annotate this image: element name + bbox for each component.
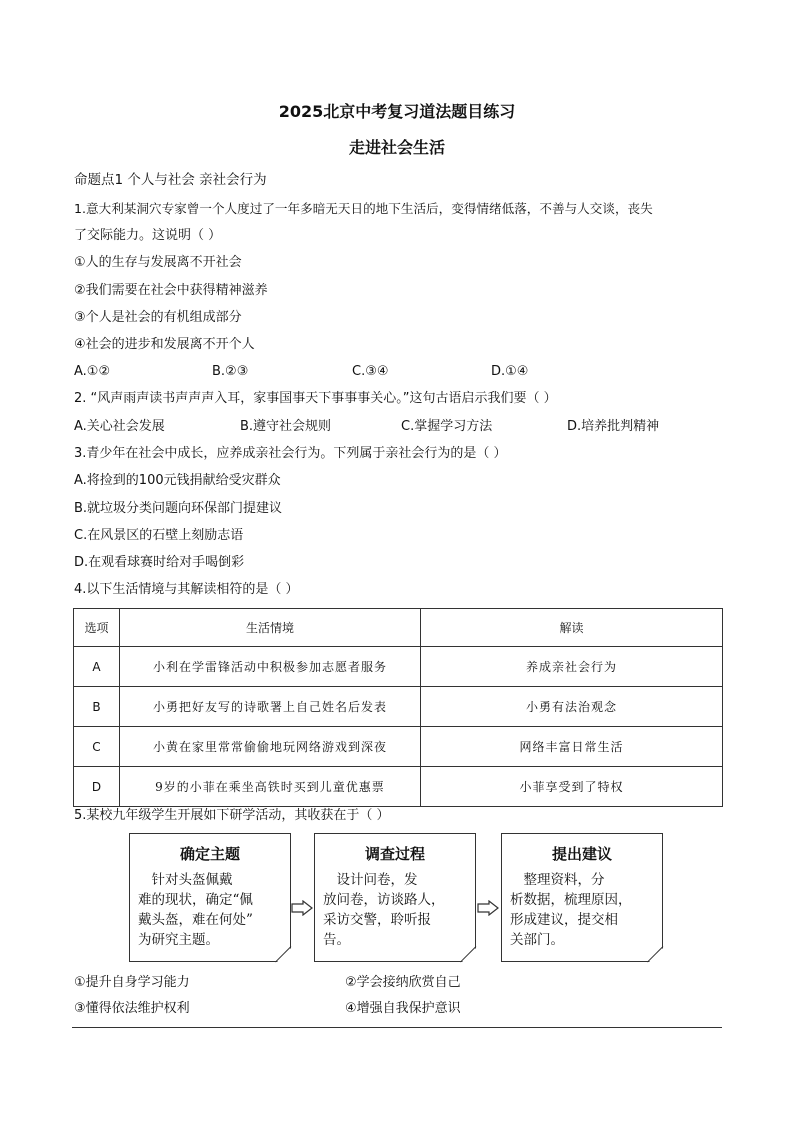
q3-option-d: D.在观看球赛时给对手喝倒彩 (74, 555, 245, 570)
q1-item-1: ①人的生存与发展离不开社会 (74, 255, 242, 270)
row-letter: A (74, 647, 120, 687)
q5-item-3: ③懂得依法维护权利 (74, 1001, 190, 1016)
row-interpretation: 小菲享受到了特权 (421, 767, 723, 807)
flow-box-investigation (314, 833, 476, 962)
table-header-row (74, 609, 723, 647)
q1-stem-line1: 1.意大利某洞穴专家曾一个人度过了一年多暗无天日的地下生活后，变得情绪低落，不善与人交谈，丧失 (74, 201, 653, 216)
q1-option-c: C.③④ (352, 364, 389, 379)
row-situation: 9岁的小菲在乘坐高铁时买到儿童优惠票 (120, 767, 421, 807)
table-row (74, 727, 723, 767)
q5-item-4: ④增强自我保护意识 (345, 1001, 461, 1016)
flow-box-text: 针对头盔佩戴 难的现状，确定“佩 戴头盔，难在何处” 为研究主题。 (138, 872, 253, 948)
q1-item-2: ②我们需要在社会中获得精神滋养 (74, 283, 268, 298)
flow-box-heading: 确定主题 (179, 845, 240, 863)
q5-item-1: ①提升自身学习能力 (74, 975, 190, 990)
document-subtitle: 走进社会生活 (348, 138, 445, 157)
header-option: 选项 (74, 609, 120, 647)
q1-stem-line2: 了交际能力。这说明（ ） (74, 228, 222, 243)
q1-option-a: A.①② (74, 364, 111, 379)
flow-box-text: 设计问卷，发 放问卷，访谈路人， 采访交警，聆听报 告。 (323, 872, 445, 948)
q2-option-c: C.掌握学习方法 (401, 419, 493, 434)
q3-stem: 3.青少年在社会中成长，应养成亲社会行为。下列属于亲社会行为的是（ ） (74, 446, 507, 461)
row-letter: C (74, 727, 120, 767)
row-interpretation: 养成亲社会行为 (421, 647, 723, 687)
flow-box-heading: 提出建议 (551, 845, 612, 863)
document-title: 2025北京中考复习道法题目练习 (278, 102, 516, 121)
q2-option-d: D.培养批判精神 (567, 419, 660, 434)
q5-item-2: ②学会接纳欣赏自己 (345, 975, 461, 990)
q1-item-3: ③个人是社会的有机组成部分 (74, 310, 242, 325)
q2-option-b: B.遵守社会规则 (240, 419, 332, 434)
table-row (74, 647, 723, 687)
flow-box-text: 整理资料，分 析数据，梳理原因， 形成建议，提交相 关部门。 (510, 872, 632, 948)
q1-option-b: B.②③ (212, 364, 249, 379)
row-situation: 小利在学雷锋活动中积极参加志愿者服务 (120, 647, 421, 687)
q3-option-c: C.在风景区的石壁上刻励志语 (74, 528, 244, 543)
q2-option-a: A.关心社会发展 (74, 419, 165, 434)
row-situation: 小黄在家里常常偷偷地玩网络游戏到深夜 (120, 727, 421, 767)
arrow-right-icon (291, 900, 313, 916)
q1-option-d: D.①④ (491, 364, 529, 379)
q5-stem: 5.某校九年级学生开展如下研学活动，其收获在于（ ） (74, 808, 390, 823)
row-interpretation: 小勇有法治观念 (421, 687, 723, 727)
header-interpretation: 解读 (421, 609, 723, 647)
q3-option-b: B.就垃圾分类问题向环保部门提建议 (74, 501, 283, 516)
header-situation: 生活情境 (120, 609, 421, 647)
q2-stem: 2. “风声雨声读书声声声入耳，家事国事天下事事事关心。”这句古语启示我们要（ ） (74, 391, 557, 406)
row-situation: 小勇把好友写的诗歌署上自己姓名后发表 (120, 687, 421, 727)
flow-box-topic (129, 833, 291, 962)
q4-table (73, 608, 723, 807)
table-row (74, 767, 723, 807)
bottom-divider (72, 1027, 722, 1028)
table-row (74, 687, 723, 727)
arrow-right-icon (477, 900, 499, 916)
q3-option-a: A.将捡到的100元钱捐献给受灾群众 (74, 473, 281, 488)
row-letter: D (74, 767, 120, 807)
flow-box-heading: 调查过程 (364, 845, 425, 863)
row-letter: B (74, 687, 120, 727)
flow-box-suggestion (501, 833, 663, 962)
row-interpretation: 网络丰富日常生活 (421, 727, 723, 767)
q4-stem: 4.以下生活情境与其解读相符的是（ ） (74, 582, 299, 597)
topic-heading: 命题点1 个人与社会 亲社会行为 (74, 172, 267, 188)
q1-item-4: ④社会的进步和发展离不开个人 (74, 337, 255, 352)
